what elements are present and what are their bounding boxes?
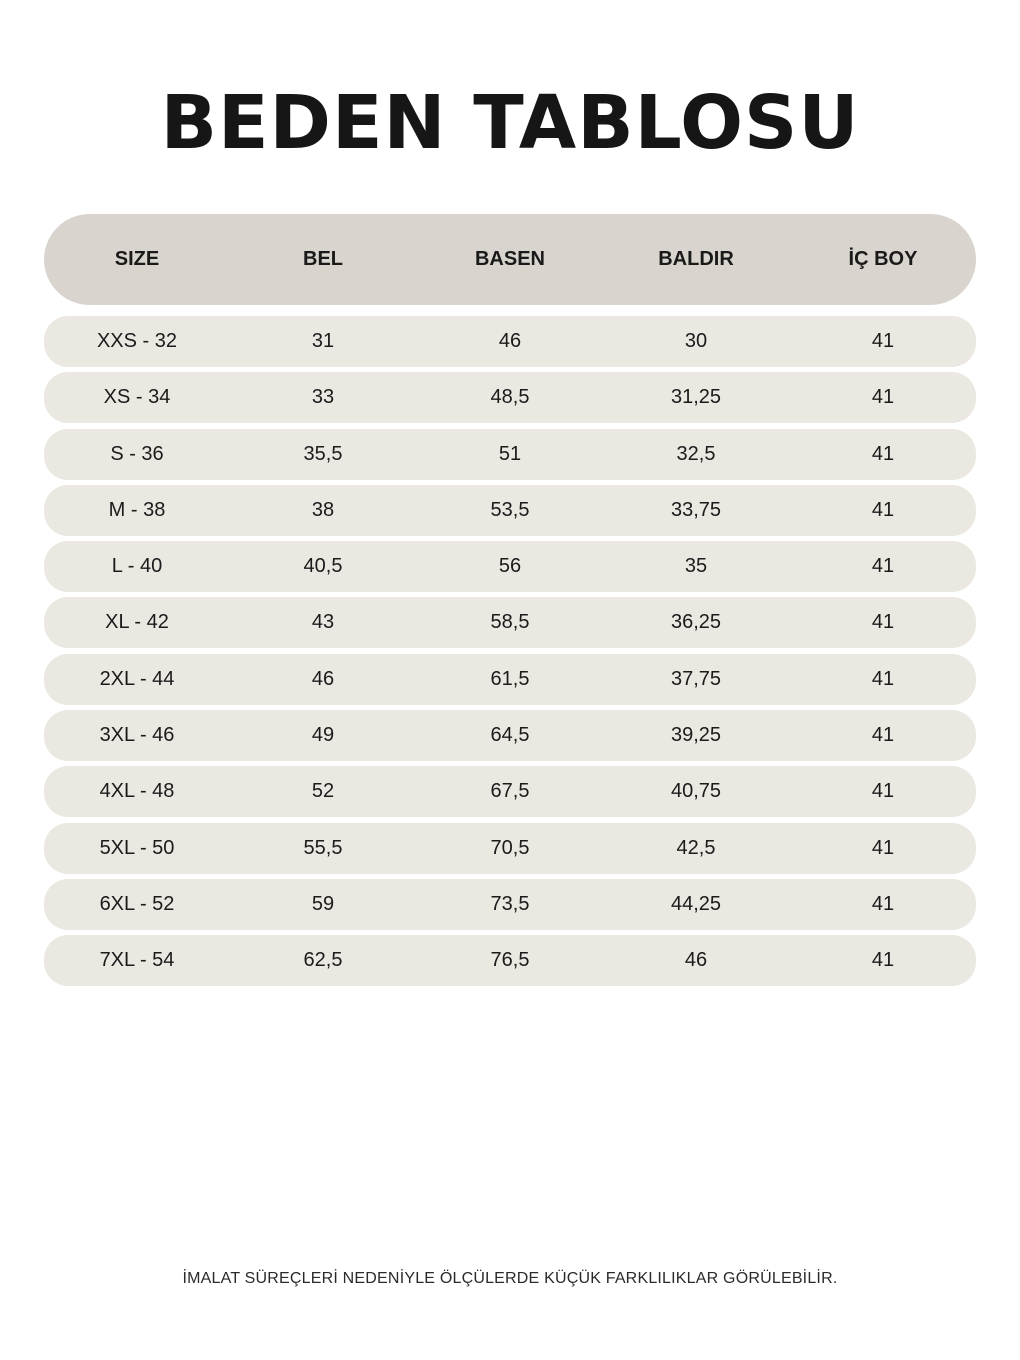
table-row <box>44 429 976 480</box>
cell-ic-boy: 41 <box>871 892 895 915</box>
cell-basen: 64,5 <box>490 724 530 747</box>
table-row <box>44 935 976 986</box>
cell-bel: 46 <box>311 667 335 690</box>
cell-bel: 52 <box>311 780 335 803</box>
cell-ic-boy: 41 <box>871 780 895 803</box>
table-row <box>44 654 976 705</box>
cell-bel: 38 <box>311 498 335 521</box>
cell-ic-boy: 41 <box>871 949 895 972</box>
table-row <box>44 372 976 423</box>
table-row <box>44 823 976 874</box>
table-row <box>44 541 976 592</box>
cell-size: 3XL - 46 <box>99 724 175 747</box>
cell-baldir: 44,25 <box>670 892 722 915</box>
table-row <box>44 710 976 761</box>
size-table-body <box>44 316 976 992</box>
table-row <box>44 766 976 817</box>
cell-basen: 61,5 <box>490 667 530 690</box>
cell-baldir: 39,25 <box>670 724 722 747</box>
cell-baldir: 37,75 <box>670 667 722 690</box>
cell-baldir: 30 <box>684 330 708 352</box>
cell-size: XL - 42 <box>105 611 169 634</box>
table-row <box>44 597 976 648</box>
cell-ic-boy: 41 <box>871 724 895 747</box>
cell-size: XXS - 32 <box>96 330 178 352</box>
cell-ic-boy: 41 <box>871 611 895 634</box>
cell-baldir: 36,25 <box>670 611 722 634</box>
cell-ic-boy: 41 <box>871 836 895 859</box>
cell-baldir: 33,75 <box>670 498 722 521</box>
cell-bel: 31 <box>311 330 335 352</box>
cell-basen: 58,5 <box>490 611 530 634</box>
header-ic-boy: İÇ BOY <box>848 248 918 270</box>
cell-ic-boy: 41 <box>871 386 895 409</box>
cell-size: 2XL - 44 <box>99 667 175 690</box>
cell-baldir: 46 <box>684 949 708 972</box>
cell-size: 6XL - 52 <box>99 892 175 915</box>
cell-basen: 46 <box>498 330 522 352</box>
header-baldir: BALDIR <box>658 248 734 270</box>
cell-basen: 51 <box>498 442 522 465</box>
cell-baldir: 32,5 <box>676 442 716 465</box>
cell-size: 4XL - 48 <box>99 780 175 803</box>
cell-size: M - 38 <box>108 498 166 521</box>
cell-basen: 73,5 <box>490 892 530 915</box>
cell-size: S - 36 <box>110 442 164 465</box>
cell-size: 7XL - 54 <box>99 949 175 972</box>
page-title: BEDEN TABLOSU <box>160 80 860 166</box>
header-basen: BASEN <box>474 248 545 270</box>
table-row <box>44 485 976 536</box>
table-row <box>44 316 976 367</box>
cell-basen: 76,5 <box>490 949 530 972</box>
cell-bel: 62,5 <box>303 949 343 972</box>
cell-bel: 43 <box>311 611 335 634</box>
footer-disclaimer: İMALAT SÜREÇLERİ NEDENİYLE ÖLÇÜLERDE KÜÇÜK FARKLILIKLAR GÖRÜLEBİLİR. <box>182 1270 838 1287</box>
cell-size: 5XL - 50 <box>99 836 175 859</box>
cell-bel: 40,5 <box>303 555 343 578</box>
size-table-header <box>44 214 976 305</box>
cell-ic-boy: 41 <box>871 442 895 465</box>
cell-basen: 48,5 <box>490 386 530 409</box>
cell-ic-boy: 41 <box>871 667 895 690</box>
cell-baldir: 35 <box>684 555 708 578</box>
cell-basen: 67,5 <box>490 780 530 803</box>
cell-bel: 33 <box>311 386 335 409</box>
cell-size: L - 40 <box>111 555 163 578</box>
cell-basen: 70,5 <box>490 836 530 859</box>
cell-ic-boy: 41 <box>871 498 895 521</box>
cell-baldir: 40,75 <box>670 780 722 803</box>
cell-ic-boy: 41 <box>871 330 895 352</box>
cell-bel: 49 <box>311 724 335 747</box>
cell-baldir: 42,5 <box>676 836 716 859</box>
cell-bel: 35,5 <box>303 442 343 465</box>
cell-baldir: 31,25 <box>670 386 722 409</box>
header-size: SIZE <box>114 248 160 270</box>
cell-bel: 55,5 <box>303 836 343 859</box>
cell-size: XS - 34 <box>103 386 171 409</box>
header-bel: BEL <box>303 248 343 270</box>
cell-basen: 53,5 <box>490 498 530 521</box>
cell-basen: 56 <box>498 555 522 578</box>
table-row <box>44 879 976 930</box>
cell-ic-boy: 41 <box>871 555 895 578</box>
cell-bel: 59 <box>311 892 335 915</box>
